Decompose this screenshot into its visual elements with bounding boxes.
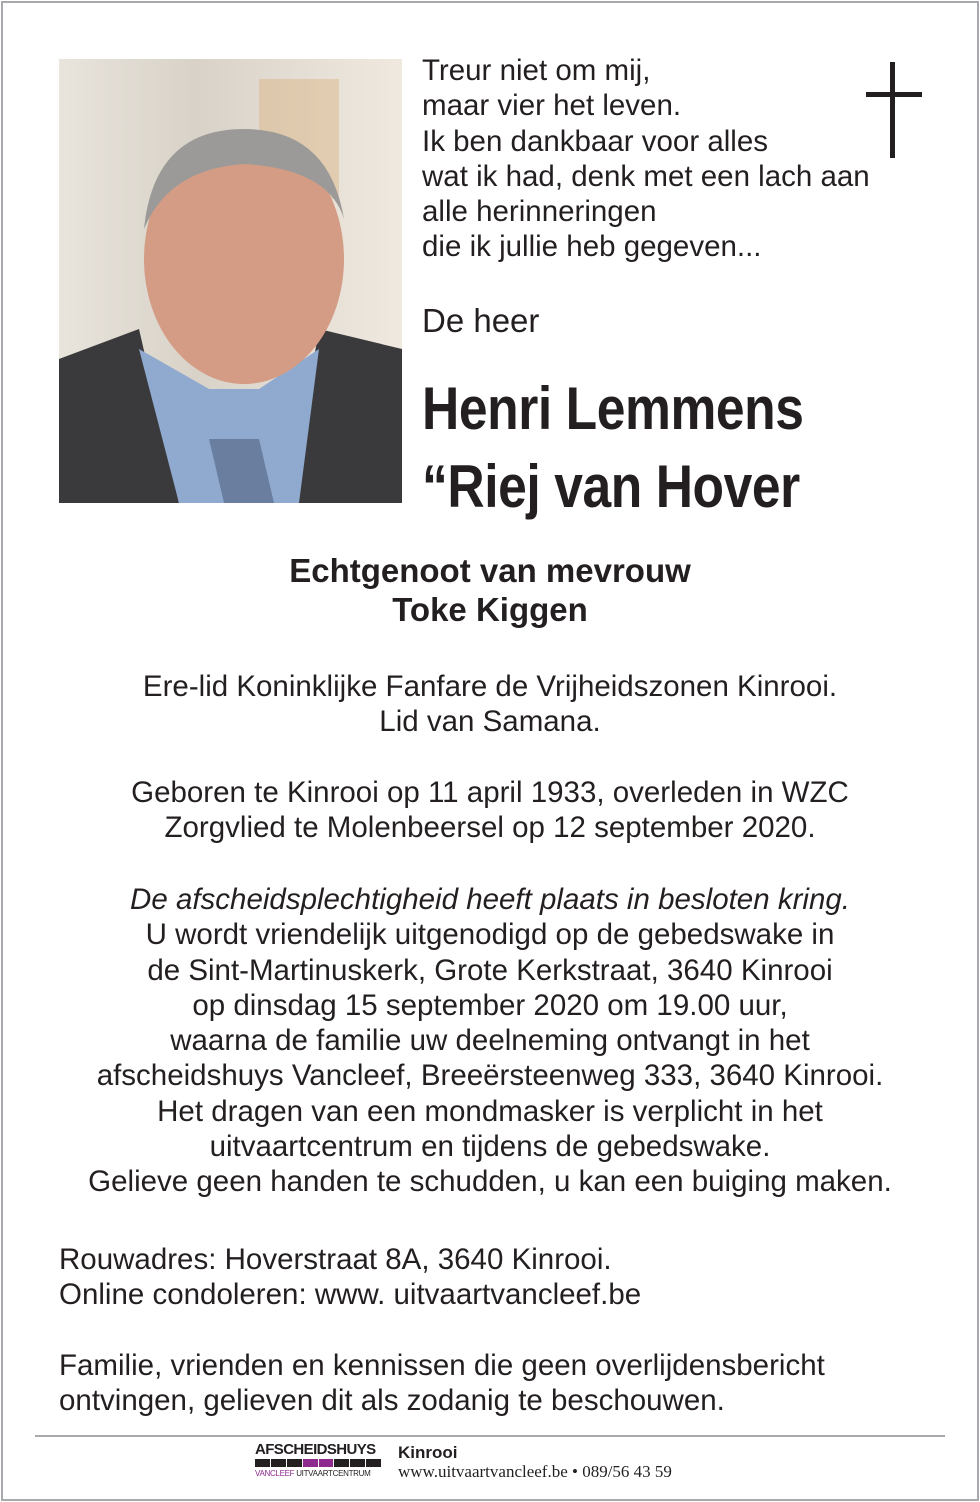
- notice: [59, 1348, 825, 1419]
- logo-sub-a: VANCLEEF: [255, 1469, 295, 1478]
- ceremony-line: op dinsdag 15 september 2020 om 19.00 uur,: [192, 988, 788, 1022]
- poem-line: alle herinneringen: [422, 195, 657, 229]
- funeral-home-logo: [255, 1442, 381, 1478]
- ceremony-line: uitvaartcentrum en tijdens de gebedswake.: [209, 1130, 771, 1164]
- notice-line: Familie, vrienden en kennissen die geen overlijdensbericht: [59, 1349, 825, 1382]
- poem-line: Treur niet om mij,: [422, 54, 651, 87]
- poem-line: wat ik had, denk met een lach aan: [422, 159, 870, 193]
- logo-bar: [255, 1459, 381, 1467]
- ceremony-line: Gelieve geen handen te schudden, u kan een buiging maken.: [88, 1165, 892, 1199]
- mourning-address: Rouwadres: Hoverstraat 8A, 3640 Kinrooi.: [59, 1243, 612, 1276]
- poem: [422, 53, 870, 265]
- ceremony-line: de Sint-Martinuskerk, Grote Kerkstraat, 3640 Kinrooi: [147, 953, 833, 987]
- membership-line: Ere-lid Koninklijke Fanfare de Vrijheidszonen Kinrooi.: [142, 670, 838, 703]
- logo-sub-b: UITVAARTCENTRUM: [296, 1469, 371, 1478]
- poem-line: die ik jullie heb gegeven...: [422, 230, 762, 264]
- ceremony-line: U wordt vriendelijk uitgenodigd op de gebedswake in: [145, 918, 835, 952]
- poem-line: Ik ben dankbaar voor alles: [422, 124, 769, 158]
- online-condolence: Online condoleren: www. uitvaartvancleef.be: [59, 1278, 642, 1312]
- deceased-name: [422, 370, 804, 526]
- logo-title: AFSCHEIDSHUYS: [255, 1441, 376, 1458]
- memberships: [0, 669, 980, 740]
- name-line: Henri Lemmens: [422, 375, 804, 442]
- spouse-name: Toke Kiggen: [392, 591, 588, 628]
- footer: [398, 1443, 672, 1481]
- spouse: [0, 551, 980, 629]
- birth-death-line: Zorgvlied te Molenbeersel op 12 september 2020.: [164, 811, 816, 845]
- ceremony-note: De afscheidsplechtigheid heeft plaats in besloten kring.: [130, 883, 850, 916]
- nickname-line: “Riej van Hover: [422, 453, 800, 520]
- contact: [59, 1242, 641, 1313]
- birth-death: [0, 775, 980, 846]
- honorific: De heer: [422, 302, 540, 339]
- notice-line: ontvingen, gelieven dit als zodanig te beschouwen.: [59, 1384, 725, 1418]
- poem-line: maar vier het leven.: [422, 89, 682, 123]
- birth-death-line: Geboren te Kinrooi op 11 april 1933, overleden in WZC: [131, 776, 849, 809]
- ceremony-line: waarna de familie uw deelneming ontvangt in het: [170, 1024, 810, 1058]
- spouse-line: Echtgenoot van mevrouw: [289, 552, 691, 589]
- ceremony: [0, 882, 980, 1200]
- cross-icon: [866, 62, 922, 158]
- footer-contact: www.uitvaartvancleef.be • 089/56 43 59: [398, 1462, 672, 1481]
- portrait-photo: [59, 59, 402, 503]
- divider: [35, 1435, 945, 1437]
- ceremony-line: Het dragen van een mondmasker is verplicht in het: [157, 1094, 823, 1128]
- ceremony-line: afscheidshuys Vancleef, Breeërsteenweg 333, 3640 Kinrooi.: [96, 1059, 884, 1093]
- membership-line: Lid van Samana.: [379, 705, 601, 739]
- footer-place: Kinrooi: [398, 1443, 458, 1462]
- portrait-illustration: [59, 59, 402, 503]
